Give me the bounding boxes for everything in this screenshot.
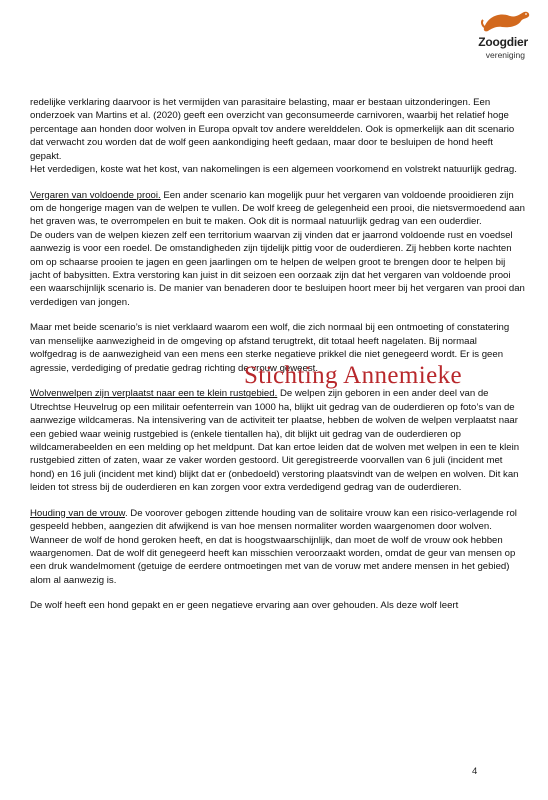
paragraph (30, 189, 526, 310)
paragraph-text: redelijke verklaring daarvoor is het vermijden van parasitaire belasting, maar er bestaan uitzonderingen. Een onderzoek van Martins et al. (2020) geeft een overzicht van geconsumeerde carnivoren, waarbij het relatief hoge percentage aan honden door wolven in Europa opvalt tov andere werelddelen. Ook is opmerkelijk aan dit scenario dat verwacht zou worden dat de wolf geen aankondiging heeft gedaan, maar door te besluipen de hond heeft gepakt. (30, 97, 515, 162)
body-text (30, 96, 526, 625)
otter-icon (480, 8, 532, 34)
section-heading: Vergaren van voldoende prooi. (30, 189, 161, 201)
paragraph (30, 96, 526, 176)
paragraph-text: De ouders van de welpen kiezen zelf een territorium waarvan zij vinden dat er jaarrond voldoende rust en voedsel aanwezig is voor een roedel. De omstandigheden zijn tijdelijk pittig voor de ouderdieren. Zij hebben korte nachten om op schaarse prooien te jagen en geen jaarlingen om te helpen de welpen groot te brengen door te helpen bij jacht of babysitten. Extra verstoring kan juist in dit seizoen een oorzaak zijn dat het vergaren van voldoende prooi een waarschijnlijk scenario is. De manier van benaderen door te besluipen hoort meer bij het vergaren van prooi dan verdedigen van jongen. (30, 229, 525, 308)
paragraph-text: De wolf heeft een hond gepakt en er geen negatieve ervaring aan over gehouden. Als deze wolf leert (30, 600, 459, 612)
paragraph-text: Maar met beide scenario’s is niet verklaard waarom een wolf, die zich normaal bij een ontmoeting of constatering van menselijke aanwezigheid in de omgeving op afstand terugtrekt, dit totaal heeft nagelaten. Bij normaal wolfgedrag is de aanwezigheid van een mens een sterke negatieve prikkel die niet genegeerd wordt. Er is geen agressie, verdediging of predatie gedrag richting de vrouw geweest. (30, 322, 510, 374)
paragraph (30, 507, 526, 587)
paragraph-text: Het verdedigen, koste wat het kost, van nakomelingen is een algemeen voorkomend en volstrekt natuurlijk gedrag. (30, 164, 517, 176)
paragraph-text: Een ander scenario kan mogelijk puur het vergaren van voldoende prooidieren zijn om de hongerige magen van de welpen te vullen. De wolf kreeg de gelegenheid een prooi, die nietsvermoedend aan het graven was, te overrompelen en buit te maken. Ook dit is normaal natuurlijk gedrag van een ouderdier. (30, 189, 525, 228)
section-heading: Wolvenwelpen zijn verplaatst naar een te klein rustgebied. (30, 388, 278, 400)
paragraph (30, 387, 526, 494)
logo-name: Zoogdier (478, 35, 528, 49)
watermark: Stichting Annemieke (244, 362, 462, 389)
logo-subtitle: vereniging (485, 50, 525, 60)
paragraph-text: . De voorover gebogen zittende houding van de solitaire vrouw kan een risico-verlagende rol gespeeld hebben, aangezien dit afwijkend is van hoe mensen normaliter worden waargenomen door wolven. Wanneer de wolf de hond geroken heeft, en dat is hoogstwaarschijnlijk, dan moet de wolf de vrouw ook hebben waargenomen. Dat de wolf dit genegeerd heeft kan misschien veroorzaakt worden, omdat de geur van mensen op een druk wandelmoment (getuige de eerdere ontmoetingen met van de voruw met andere mensen in het gebied) alom al aanwezig is. (30, 507, 517, 586)
section-heading: Houding van de vrouw (30, 507, 125, 519)
paragraph-text: De welpen zijn geboren in een ander deel van de Utrechtse Heuvelrug op een militair oefenterrein van 1000 ha, blijkt uit gedrag van de ouderdieren op foto’s van de aanwezige wildcameras. Na intensivering van de activiteit ter plaatse, hebben de wolven de welpen verplaatst naar een gebied waar weinig rustgebied is (enkele tientallen ha), dit blijkt uit gedrag van de ouderdieren op wildcamerabeelden en een melding op het meldpunt. Dat kan ertoe leiden dat de wolven met welpen in een te klein rustgebied zitten of zaten, waar ze vaker worden gestoord. Uit geregistreerde voorvallen van 6 juli (incident met hond) en 16 juli (incident met kind) blijkt dat er (onbedoeld) verstoring plaatsvindt van de welpen en wolven. Dit kan leiden tot stress bij de ouderdieren en kan zorgen voor extra verdedigend gedrag van de ouderdieren. (30, 388, 520, 494)
paragraph (30, 599, 526, 612)
page-number: 4 (472, 766, 478, 777)
zoogdiervereniging-logo (458, 8, 538, 63)
